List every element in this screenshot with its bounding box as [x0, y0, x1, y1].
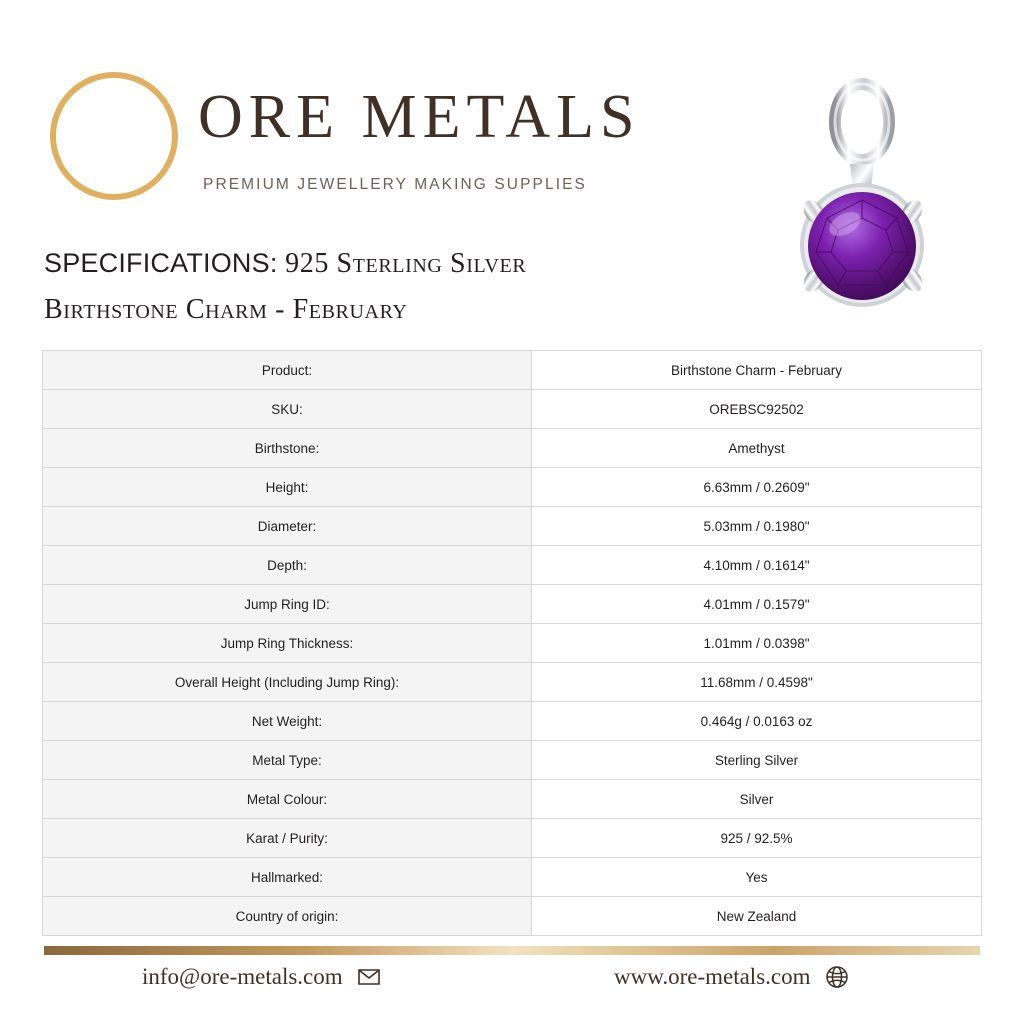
table-row	[43, 390, 982, 429]
row-label: Hallmarked:	[43, 858, 532, 897]
logo-ring-icon	[50, 72, 178, 200]
footer	[44, 958, 980, 1008]
row-label: Country of origin:	[43, 897, 532, 936]
row-value: 925 / 92.5%	[532, 819, 982, 858]
brand-header	[46, 68, 666, 208]
table-row	[43, 702, 982, 741]
row-label: Height:	[43, 468, 532, 507]
table-row	[43, 780, 982, 819]
row-value: 1.01mm / 0.0398"	[532, 624, 982, 663]
spec-title-line1: 925 Sterling Silver	[285, 248, 527, 279]
row-value: 11.68mm / 0.4598"	[532, 663, 982, 702]
row-value: Birthstone Charm - February	[532, 351, 982, 390]
row-label: Jump Ring ID:	[43, 585, 532, 624]
row-label: Depth:	[43, 546, 532, 585]
table-row	[43, 858, 982, 897]
spec-title-line2: Birthstone Charm - February	[44, 294, 408, 325]
specification-table	[42, 350, 982, 936]
table-row	[43, 585, 982, 624]
row-label: Birthstone:	[43, 429, 532, 468]
row-value: 0.464g / 0.0163 oz	[532, 702, 982, 741]
row-value: 4.10mm / 0.1614"	[532, 546, 982, 585]
table-row	[43, 468, 982, 507]
page-title	[44, 240, 744, 333]
footer-divider	[44, 946, 980, 955]
globe-icon	[825, 965, 849, 989]
table-row	[43, 819, 982, 858]
footer-email[interactable]	[142, 964, 381, 990]
row-value: New Zealand	[532, 897, 982, 936]
row-value: Yes	[532, 858, 982, 897]
row-value: OREBSC92502	[532, 390, 982, 429]
row-label: Metal Type:	[43, 741, 532, 780]
table-row	[43, 351, 982, 390]
row-value: Amethyst	[532, 429, 982, 468]
table-row	[43, 741, 982, 780]
table-row	[43, 507, 982, 546]
spec-title-lead: SPECIFICATIONS:	[44, 248, 278, 278]
row-value: Sterling Silver	[532, 741, 982, 780]
row-label: Net Weight:	[43, 702, 532, 741]
footer-email-text: info@ore-metals.com	[142, 964, 343, 989]
footer-website[interactable]	[614, 964, 849, 990]
product-image	[762, 72, 962, 322]
brand-wordmark: ORE METALS	[198, 83, 641, 151]
row-value: Silver	[532, 780, 982, 819]
table-row	[43, 546, 982, 585]
row-label: Metal Colour:	[43, 780, 532, 819]
row-label: Overall Height (Including Jump Ring):	[43, 663, 532, 702]
footer-website-text: www.ore-metals.com	[614, 964, 811, 989]
row-label: Diameter:	[43, 507, 532, 546]
table-row	[43, 663, 982, 702]
row-value: 4.01mm / 0.1579"	[532, 585, 982, 624]
table-row	[43, 897, 982, 936]
brand-tagline: PREMIUM JEWELLERY MAKING SUPPLIES	[203, 176, 587, 193]
envelope-icon	[357, 965, 381, 989]
specification-table-body	[43, 351, 982, 936]
row-value: 6.63mm / 0.2609"	[532, 468, 982, 507]
row-label: Jump Ring Thickness:	[43, 624, 532, 663]
row-value: 5.03mm / 0.1980"	[532, 507, 982, 546]
row-label: Product:	[43, 351, 532, 390]
row-label: SKU:	[43, 390, 532, 429]
row-label: Karat / Purity:	[43, 819, 532, 858]
table-row	[43, 429, 982, 468]
table-row	[43, 624, 982, 663]
